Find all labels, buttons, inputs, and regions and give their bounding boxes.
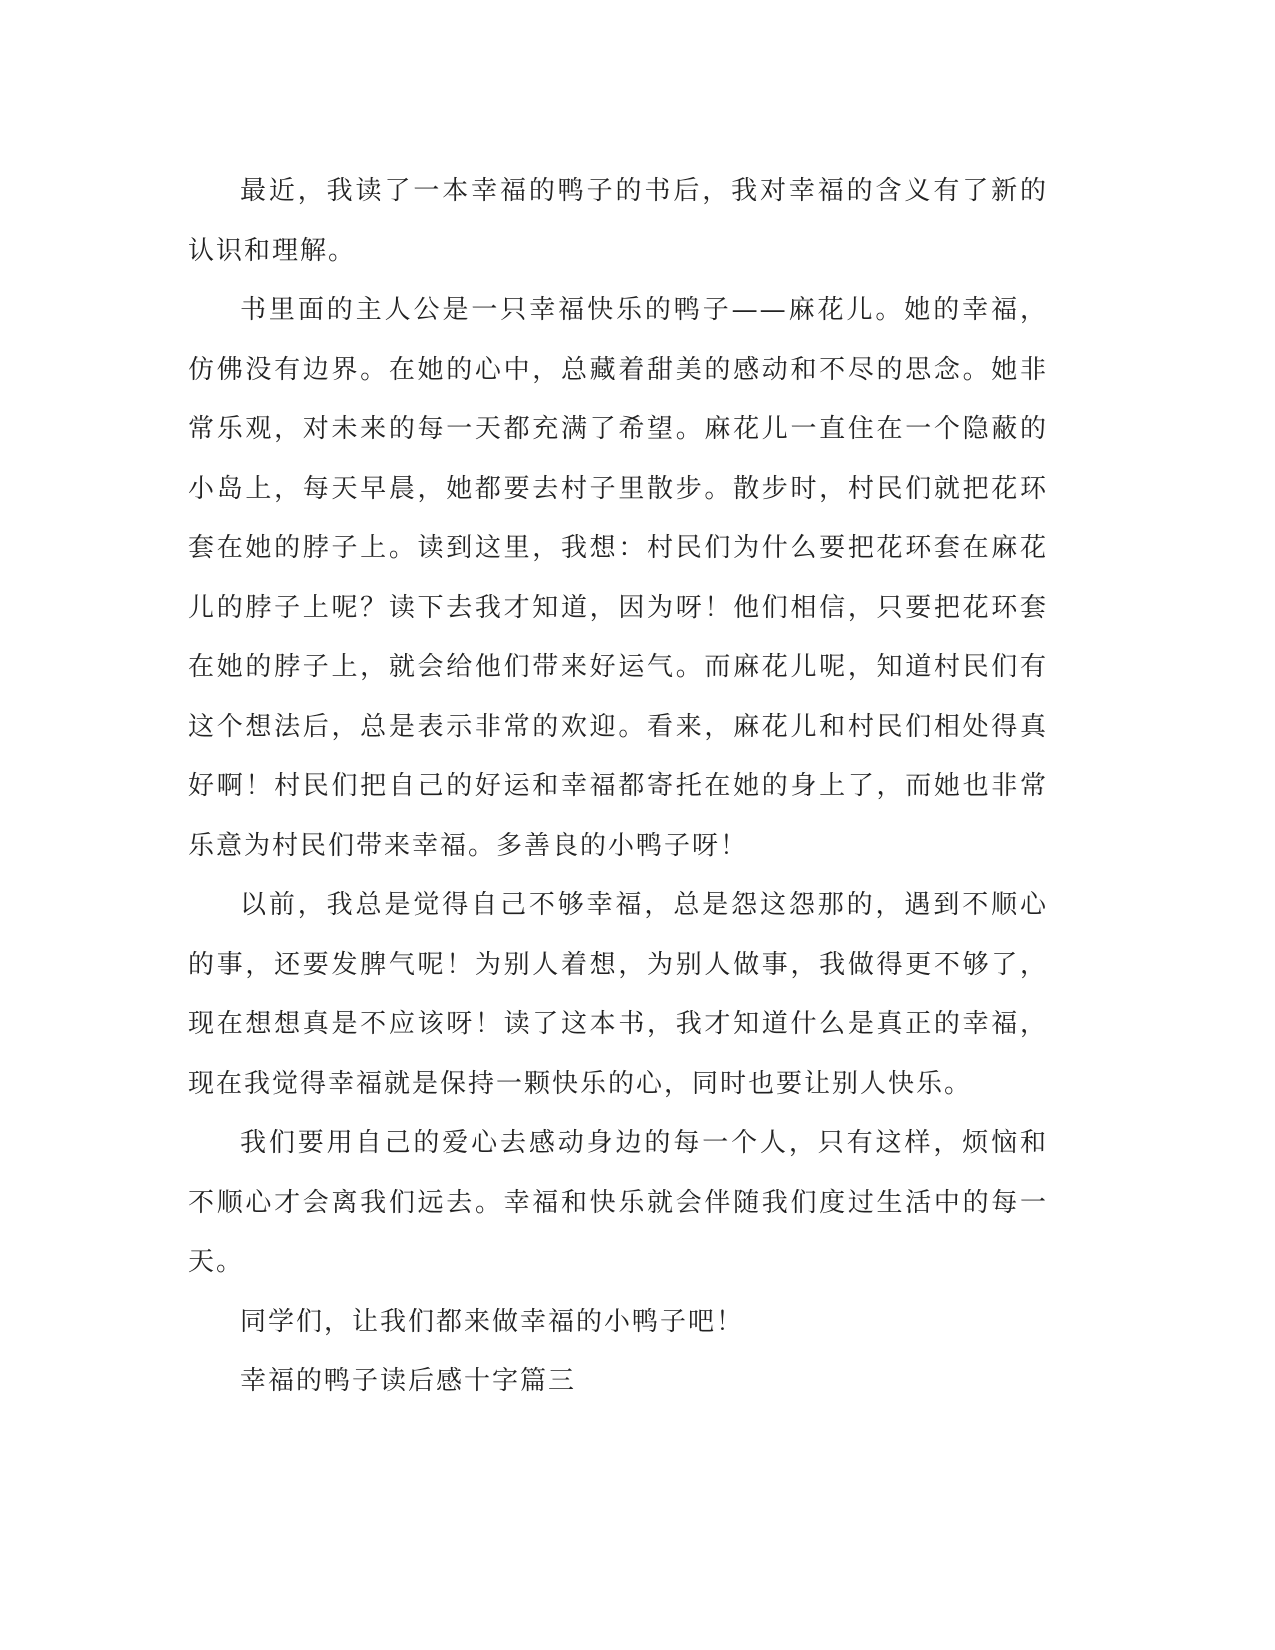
paragraph-reflection: 以前，我总是觉得自己不够幸福，总是怨这怨那的，遇到不顺心的事，还要发脾气呢！为别人着想，为别人做事，我做得更不够了，现在想想真是不应该呀！读了这本书，我才知道什么是真正的幸福，现在我觉得幸福就是保持一颗快乐的心，同时也要让别人快乐。 [188,890,1048,1099]
paragraph-intro: 最近，我读了一本幸福的鸭子的书后，我对幸福的含义有了新的认识和理解。 [188,176,1048,266]
paragraph-appeal: 同学们，让我们都来做幸福的小鸭子吧！ [240,1306,745,1337]
paragraph-story: 书里面的主人公是一只幸福快乐的鸭子——麻花儿。她的幸福，仿佛没有边界。在她的心中，总藏着甜美的感动和不尽的思念。她非常乐观，对未来的每一天都充满了希望。麻花儿一直住在一个隐蔽的小岛上，每天早晨，她都要去村子里散步。散步时，村民们就把花环套在她的脖子上。读到这里，我想：村民们为什么要把花环套在麻花儿的脖子上呢？读下去我才知道，因为呀！他们相信，只要把花环套在她的脖子上，就会给他们带来好运气。而麻花儿呢，知道村民们有这个想法后，总是表示非常的欢迎。看来，麻花儿和村民们相处得真好啊！村民们把自己的好运和幸福都寄托在她的身上了，而她也非常乐意为村民们带来幸福。多善良的小鸭子呀！ [188,295,1048,861]
paragraph-conclusion: 我们要用自己的爱心去感动身边的每一个人，只有这样，烦恼和不顺心才会离我们远去。幸福和快乐就会伴随我们度过生活中的每一天。 [188,1128,1048,1277]
section-heading: 幸福的鸭子读后感十字篇三 [240,1366,577,1396]
document-body [188,162,1048,1412]
